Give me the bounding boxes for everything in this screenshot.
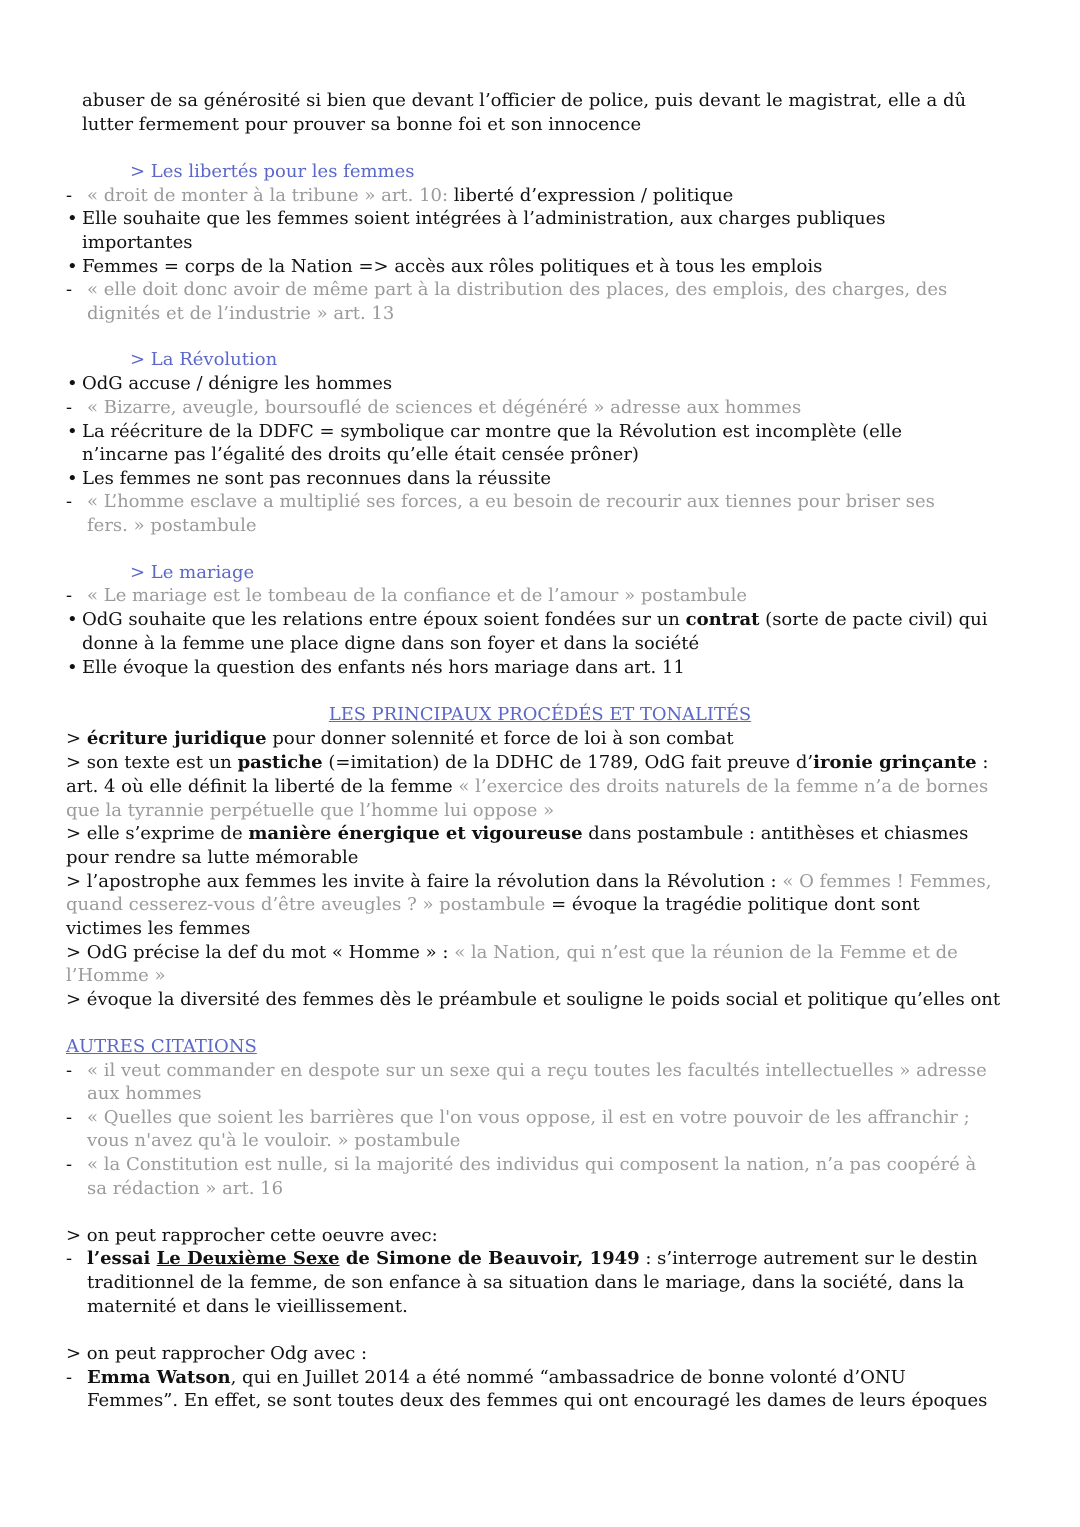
bold-term: pastiche	[237, 752, 323, 773]
intro-line-2: lutter fermement pour prouver sa bonne foi et son innocence	[82, 114, 642, 135]
dash-marker: -	[66, 397, 73, 418]
bold-term: contrat	[685, 609, 760, 630]
item-text: : s’interroge autrement sur le destin	[639, 1248, 978, 1269]
list-item: OdG accuse / dénigre les hommes	[82, 373, 393, 394]
quote-text: vous n'avez qu'à le vouloir. » postambule	[87, 1130, 461, 1151]
paragraph-line: > on peut rapprocher Odg avec :	[66, 1343, 368, 1364]
item-text: art. 4 où elle définit la liberté de la femme	[66, 776, 459, 797]
section-heading-libertes: > Les libertés pour les femmes	[130, 161, 415, 182]
quote-text: aux hommes	[87, 1083, 202, 1104]
item-text: OdG souhaite que les relations entre époux soient fondées sur un	[82, 609, 686, 630]
bullet-marker: •	[67, 421, 78, 442]
paragraph-line: pour rendre sa lutte mémorable	[66, 847, 359, 868]
item-text: >	[66, 728, 87, 749]
item-text: (=imitation) de la DDHC de 1789, OdG fait preuve d’	[322, 752, 814, 773]
quote-text: « la Constitution est nulle, si la majorité des individus qui composent la nation, n’a pas coopéré à	[87, 1154, 977, 1175]
quote-text: que la tyrannie perpétuelle que l’homme lui oppose »	[66, 800, 555, 821]
list-item-continuation: importantes	[82, 232, 193, 253]
bold-term: de Simone de Beauvoir, 1949	[339, 1248, 640, 1269]
bold-term: Emma Watson	[87, 1367, 231, 1388]
quote-text: sa rédaction » art. 16	[87, 1178, 284, 1199]
dash-marker: -	[66, 1107, 73, 1128]
bold-term: ironie grinçante	[813, 752, 977, 773]
quote-text: « il veut commander en despote sur un sexe qui a reçu toutes les facultés intellectuelles » adresse	[87, 1060, 987, 1081]
item-text: , qui en Juillet 2014 a été nommé “ambassadrice de bonne volonté d’ONU	[230, 1367, 906, 1388]
quote-text: « Le mariage est le tombeau de la confiance et de l’amour » postambule	[87, 585, 748, 606]
item-text: > son texte est un	[66, 752, 238, 773]
item-text: > l’apostrophe aux femmes les invite à faire la révolution dans la Révolution :	[66, 871, 783, 892]
dash-marker: -	[66, 1154, 73, 1175]
dash-marker: -	[66, 1367, 73, 1388]
item-text: :	[976, 752, 989, 773]
list-item: La réécriture de la DDFC = symbolique car montre que la Révolution est incomplète (elle	[82, 421, 902, 442]
list-item-continuation: traditionnel de la femme, de son enfance à sa situation dans le mariage, dans la société, dans la	[87, 1272, 965, 1293]
list-item: Elle souhaite que les femmes soient intégrées à l’administration, aux charges publiques	[82, 208, 886, 229]
paragraph-line	[66, 941, 958, 965]
bullet-marker: •	[67, 373, 78, 394]
bold-term: l’essai	[87, 1248, 157, 1269]
bold-term: écriture juridique	[86, 728, 267, 749]
item-text: pour donner solennité et force de loi à son combat	[266, 728, 734, 749]
dash-marker: -	[66, 491, 73, 512]
paragraph-line: > évoque la diversité des femmes dès le préambule et souligne le poids social et politique qu’elles ont	[66, 989, 1001, 1010]
list-item-continuation: donne à la femme une place digne dans son foyer et dans la société	[82, 633, 700, 654]
section-heading-revolution: > La Révolution	[130, 349, 278, 370]
quote-text: « droit de monter à la tribune » art. 10:	[87, 185, 449, 206]
bullet-marker: •	[67, 468, 78, 489]
quote-text: « O femmes ! Femmes,	[782, 871, 992, 892]
quote-text: dignités et de l’industrie » art. 13	[87, 303, 395, 324]
item-text: dans postambule : antithèses et chiasmes	[582, 823, 969, 844]
list-item	[87, 184, 733, 208]
paragraph-line	[66, 727, 734, 751]
book-title: Le Deuxième Sexe	[156, 1248, 340, 1269]
quote-text: l’Homme »	[66, 965, 166, 986]
list-item	[82, 608, 987, 632]
quote-text: quand cesserez-vous d’être aveugles ? » postambule	[66, 894, 546, 915]
bullet-marker: •	[67, 657, 78, 678]
list-item-continuation: Femmes”. En effet, se sont toutes deux des femmes qui ont encouragé les dames de leurs époques	[87, 1390, 988, 1411]
item-text: = évoque la tragédie politique dont sont	[545, 894, 920, 915]
list-item	[87, 1247, 978, 1271]
list-item	[87, 1366, 906, 1390]
item-text: > OdG précise la def du mot « Homme » :	[66, 942, 455, 963]
list-item: Les femmes ne sont pas reconnues dans la réussite	[82, 468, 551, 489]
section-heading-mariage: > Le mariage	[130, 562, 255, 583]
bullet-marker: •	[67, 256, 78, 277]
list-item-continuation: maternité et dans le vieillissement.	[87, 1296, 408, 1317]
paragraph-line	[66, 775, 988, 799]
item-text: > elle s’exprime de	[66, 823, 249, 844]
list-item: Femmes = corps de la Nation => accès aux rôles politiques et à tous les emplois	[82, 256, 823, 277]
quote-text: « la Nation, qui n’est que la réunion de la Femme et de	[454, 942, 958, 963]
dash-marker: -	[66, 1060, 73, 1081]
bullet-marker: •	[67, 208, 78, 229]
bullet-marker: •	[67, 609, 78, 630]
quote-text: « L’homme esclave a multiplié ses forces, a eu besoin de recourir aux tiennes pour briser ses	[87, 491, 935, 512]
paragraph-line	[66, 822, 968, 846]
quote-text: « Quelles que soient les barrières que l'on vous oppose, il est en votre pouvoir de les affranchir ;	[87, 1107, 970, 1128]
quote-text: fers. » postambule	[87, 515, 257, 536]
paragraph-line: > on peut rapprocher cette oeuvre avec:	[66, 1225, 438, 1246]
paragraph-line	[66, 751, 988, 775]
section-heading-procedes: LES PRINCIPAUX PROCÉDÉS ET TONALITÉS	[328, 704, 752, 725]
quote-text: « elle doit donc avoir de même part à la distribution des places, des emplois, des charges, des	[87, 279, 948, 300]
paragraph-line: victimes les femmes	[66, 918, 251, 939]
section-heading-citations: AUTRES CITATIONS	[66, 1036, 257, 1057]
item-text: liberté d’expression / politique	[448, 185, 734, 206]
list-item: Elle évoque la question des enfants nés hors mariage dans art. 11	[82, 657, 685, 678]
dash-marker: -	[66, 185, 73, 206]
list-item-continuation: n’incarne pas l’égalité des droits qu’elle était censée prôner)	[82, 444, 639, 465]
intro-line-1: abuser de sa générosité si bien que devant l’officier de police, puis devant le magistrat, elle a dû	[82, 90, 967, 111]
quote-text: « Bizarre, aveugle, boursouflé de sciences et dégénéré » adresse aux hommes	[87, 397, 802, 418]
dash-marker: -	[66, 585, 73, 606]
dash-marker: -	[66, 1248, 73, 1269]
bold-term: manière énergique et vigoureuse	[248, 823, 583, 844]
quote-text: « l’exercice des droits naturels de la femme n’a de bornes	[458, 776, 989, 797]
paragraph-line	[66, 870, 991, 894]
dash-marker: -	[66, 279, 73, 300]
paragraph-line	[66, 893, 920, 917]
item-text: (sorte de pacte civil) qui	[759, 609, 988, 630]
